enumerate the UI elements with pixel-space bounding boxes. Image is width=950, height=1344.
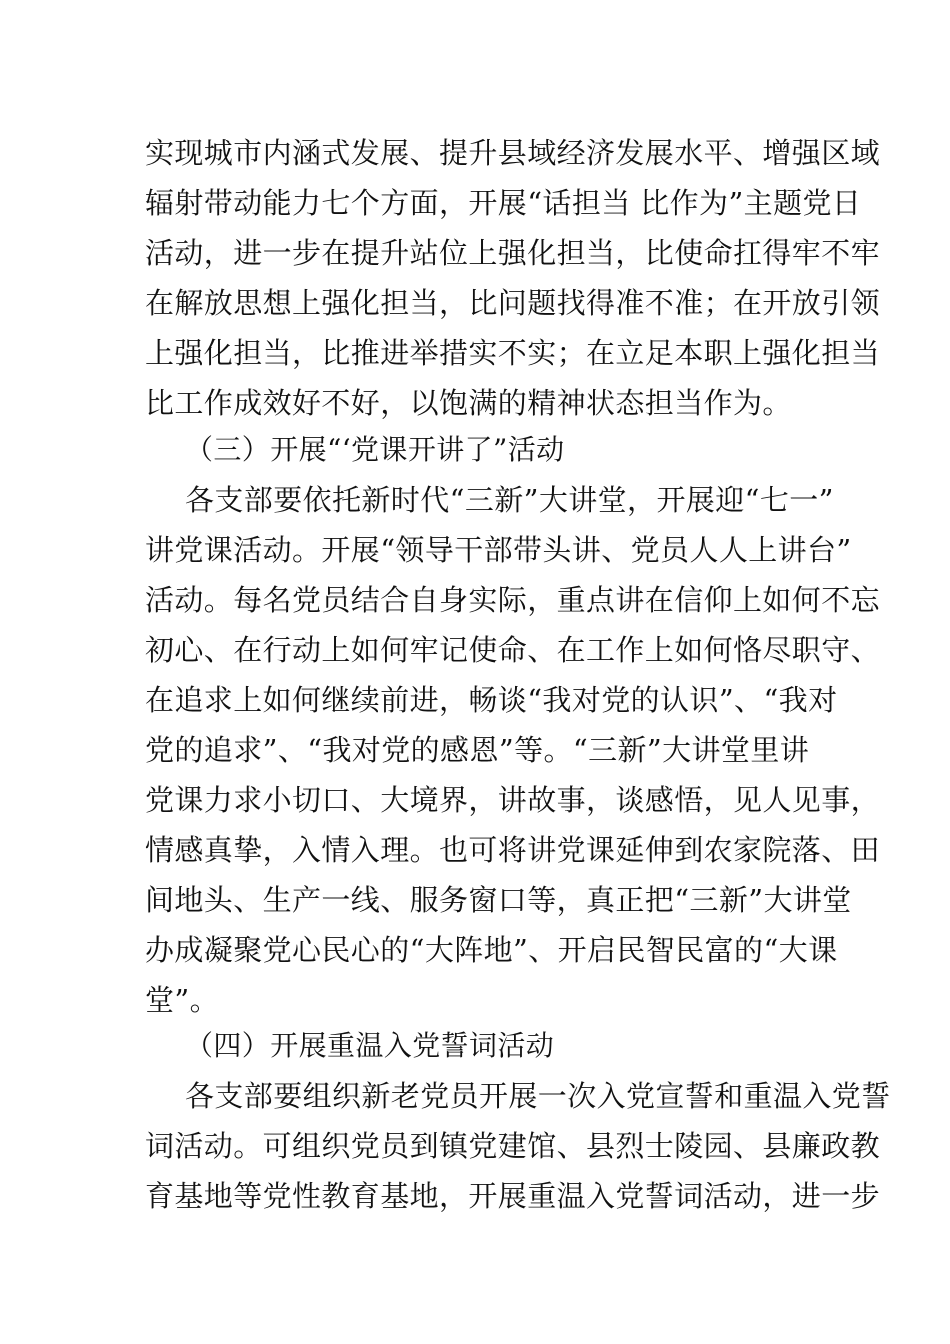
body-text-line: 党的追求”、“我对党的感恩”等。“三新”大讲堂里讲 bbox=[145, 733, 810, 767]
paragraph-start-line: 各支部要依托新时代“三新”大讲堂，开展迎“七一” bbox=[185, 483, 834, 517]
body-text-line: 间地头、生产一线、服务窗口等，真正把“三新”大讲堂 bbox=[145, 883, 852, 917]
body-text-line: 活动，进一步在提升站位上强化担当，比使命扛得牢不牢 bbox=[145, 236, 881, 270]
body-text-line: 活动。每名党员结合自身实际，重点讲在信仰上如何不忘 bbox=[145, 583, 881, 617]
body-text-line: 实现城市内涵式发展、提升县域经济发展水平、增强区域 bbox=[145, 136, 881, 170]
body-text-line: 在追求上如何继续前进，畅谈“我对党的认识”、“我对 bbox=[145, 683, 838, 717]
body-text-line: 讲党课活动。开展“领导干部带头讲、党员人人上讲台” bbox=[145, 533, 852, 567]
body-text-line: 词活动。可组织党员到镇党建馆、县烈士陵园、县廉政教 bbox=[145, 1129, 881, 1163]
body-text-line: 堂”。 bbox=[145, 983, 220, 1017]
body-text-line: 上强化担当，比推进举措实不实；在立足本职上强化担当 bbox=[145, 336, 881, 370]
body-text-line: 辐射带动能力七个方面，开展“话担当 比作为”主题党日 bbox=[145, 186, 862, 220]
section-heading-4: （四）开展重温入党誓词活动 bbox=[185, 1029, 555, 1062]
section-heading-3: （三）开展“‘党课开讲了”活动 bbox=[185, 433, 565, 466]
body-text-line: 情感真挚，入情入理。也可将讲党课延伸到农家院落、田 bbox=[145, 833, 881, 867]
body-text-line: 比工作成效好不好，以饱满的精神状态担当作为。 bbox=[145, 386, 792, 420]
body-text-line: 在解放思想上强化担当，比问题找得准不准；在开放引领 bbox=[145, 286, 881, 320]
body-text-line: 办成凝聚党心民心的“大阵地”、开启民智民富的“大课 bbox=[145, 933, 838, 967]
body-text-line: 初心、在行动上如何牢记使命、在工作上如何恪尽职守、 bbox=[145, 633, 881, 667]
body-text-line: 育基地等党性教育基地，开展重温入党誓词活动，进一步 bbox=[145, 1179, 881, 1213]
paragraph-start-line: 各支部要组织新老党员开展一次入党宣誓和重温入党誓 bbox=[185, 1079, 891, 1113]
body-text-line: 党课力求小切口、大境界，讲故事，谈感悟，见人见事， bbox=[145, 783, 881, 817]
